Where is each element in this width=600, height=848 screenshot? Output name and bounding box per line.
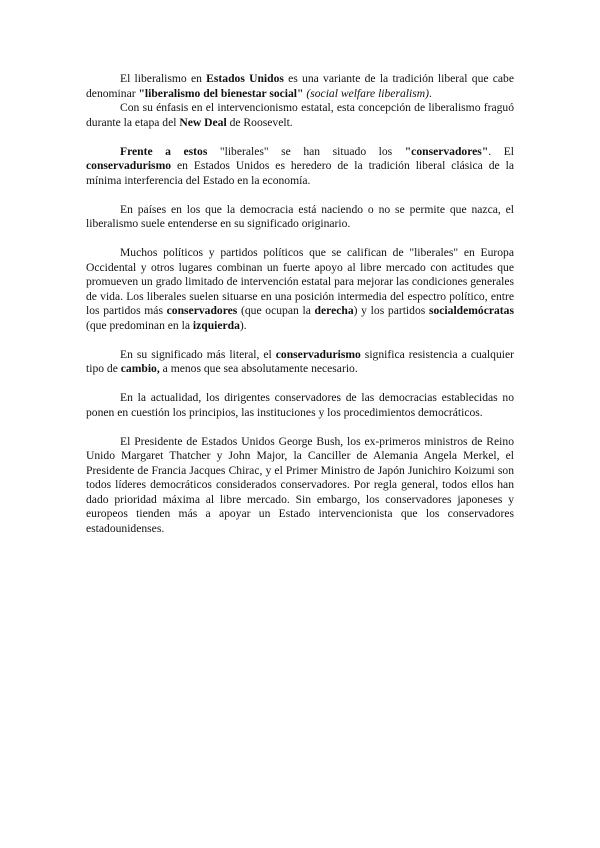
bold-run: conservadurismo: [275, 347, 361, 361]
paragraph-8: [86, 435, 514, 537]
text-run: (que ocupan la: [237, 304, 315, 317]
bold-run: Estados Unidos: [206, 72, 284, 85]
italic-run: (social welfare liberalism): [306, 86, 429, 100]
text-run: En la actualidad, los dirigentes conservadores de las democracias establecidas no ponen en cuestión los principios, las instituciones y los procedimientos democráticos.: [86, 391, 514, 419]
paragraph-6: [86, 348, 514, 377]
bold-run: izquierda: [192, 318, 240, 332]
bold-run: conservadores: [166, 304, 238, 317]
text-run: . El: [488, 144, 514, 158]
text-run: en Estados Unidos es heredero de la tradición liberal clásica de la mínima interferencia del Estado en la economía.: [86, 159, 514, 187]
bold-run: derecha: [314, 304, 354, 317]
text-run: El liberalismo en: [120, 72, 207, 85]
paragraph-4: [86, 203, 514, 232]
bold-run: Frente a estos: [120, 144, 208, 158]
bold-run: conservadurismo: [86, 159, 172, 172]
text-run: Con su énfasis en el intervencionismo estatal, esta concepción de liberalismo fraguó durante la etapa del: [86, 101, 514, 129]
text-run: .: [428, 86, 432, 100]
paragraph-1: [86, 72, 514, 101]
document-body: [86, 72, 514, 536]
text-run: es una variante de la tradición liberal que cabe denominar: [86, 72, 515, 100]
bold-run: New Deal: [179, 115, 227, 129]
paragraph-5: [86, 246, 514, 333]
text-run: significa resistencia a cualquier tipo de: [86, 347, 514, 375]
text-run: En países en los que la democracia está naciendo o no se permite que nazca, el liberalismo suele entenderse en su significado originario.: [86, 202, 514, 230]
text-run: Muchos políticos y partidos políticos que se califican de "liberales" en Europa Occidental y otros lugares combinan un fuerte apoyo al libre mercado con actitudes que promueven un grado limitado de intervención estatal para mejorar las condiciones generales de vida. Los liberales suelen situarse en una posición intermedia del espectro político, entre los partidos más: [86, 246, 514, 317]
bold-run: socialdemócratas: [428, 304, 514, 317]
text-run: de Roosevelt.: [226, 115, 293, 129]
text-run: a menos que sea absolutamente necesario.: [159, 362, 358, 375]
bold-run: "conservadores": [404, 144, 489, 158]
text-run: ).: [239, 318, 247, 332]
text-run: "liberales" se han situado los: [207, 144, 405, 158]
text-run: (que predominan en la: [86, 318, 193, 332]
paragraph-2: [86, 101, 514, 130]
text-run: El Presidente de Estados Unidos George Bush, los ex-primeros ministros de Reino Unido Margaret Thatcher y John Major, la Canciller de Alemania Angela Merkel, el Presidente de Francia Jacques Chirac, y el Primer Ministro de Japón Junichiro Koizumi son todos líderes democráticos considerados conservadores. Por regla general, todos ellos han dado prioridad máxima al libre mercado. Sin embargo, los conservadores japoneses y europeos tienden más a apoyar un Estado intervencionista que los conservadores estadounidenses.: [86, 434, 514, 535]
text-run: ) y los partidos: [353, 304, 429, 317]
bold-run: "liberalismo del bienestar social": [138, 86, 304, 100]
text-run: En su significado más literal, el: [120, 347, 276, 361]
paragraph-3: [86, 145, 514, 189]
paragraph-7: [86, 391, 514, 420]
bold-run: cambio,: [120, 362, 160, 375]
